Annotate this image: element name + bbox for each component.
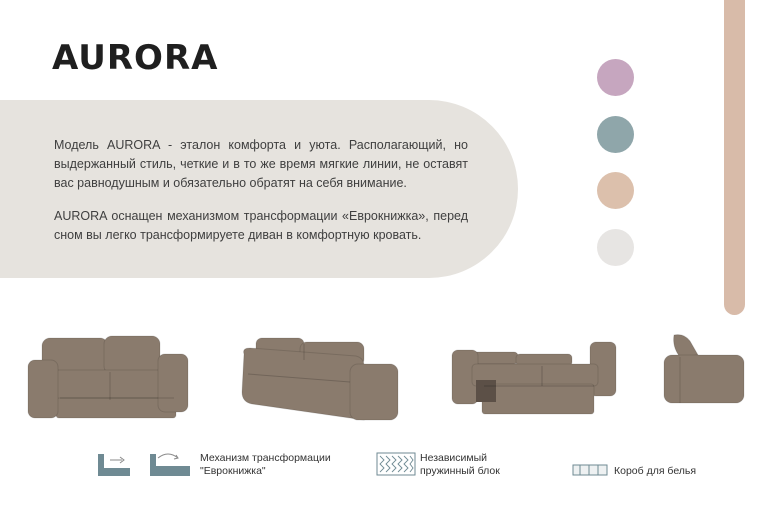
- storage-box-icon: [572, 464, 608, 476]
- sofa-front-view-image: [26, 332, 192, 422]
- feature-mechanism-label: [200, 452, 331, 478]
- feature-storage-line1: Короб для белья: [614, 465, 697, 477]
- feature-springs-line1: Независимый: [420, 452, 488, 464]
- color-swatch-beige[interactable]: [597, 172, 634, 209]
- color-swatch-blue-gray[interactable]: [597, 116, 634, 153]
- feature-mechanism-line1: Механизм трансформации: [200, 452, 331, 464]
- accent-bar: [724, 0, 745, 315]
- feature-springs-label: [420, 452, 500, 478]
- description-paragraph-1: Модель AURORA - эталон комфорта и уюта. Располагающий, но выдержанный стиль, четкие и в то же время мягкие линии, не оставят вас равнодушным и обязательно обратят на себя внимание.: [54, 138, 468, 190]
- product-title: AURORA: [52, 38, 219, 78]
- description-paragraph-2: AURORA оснащен механизмом трансформации «Еврокнижка», перед сном вы легко трансформируете диван в комфортную кровать.: [54, 209, 468, 242]
- sofa-bed-unfolded-image: [450, 340, 618, 418]
- color-swatch-light-gray[interactable]: [597, 229, 634, 266]
- eurobook-unfolded-icon: [148, 450, 192, 478]
- product-description: [54, 136, 468, 259]
- feature-springs-line2: пружинный блок: [420, 465, 500, 477]
- spring-block-icon: [376, 452, 416, 476]
- feature-storage-label: [614, 465, 696, 478]
- color-swatch-lilac[interactable]: [597, 59, 634, 96]
- feature-mechanism-line2: "Еврокнижка": [200, 465, 266, 477]
- sofa-side-view-image: [660, 333, 746, 405]
- eurobook-folded-icon: [96, 450, 134, 478]
- sofa-angled-view-image: [238, 334, 400, 426]
